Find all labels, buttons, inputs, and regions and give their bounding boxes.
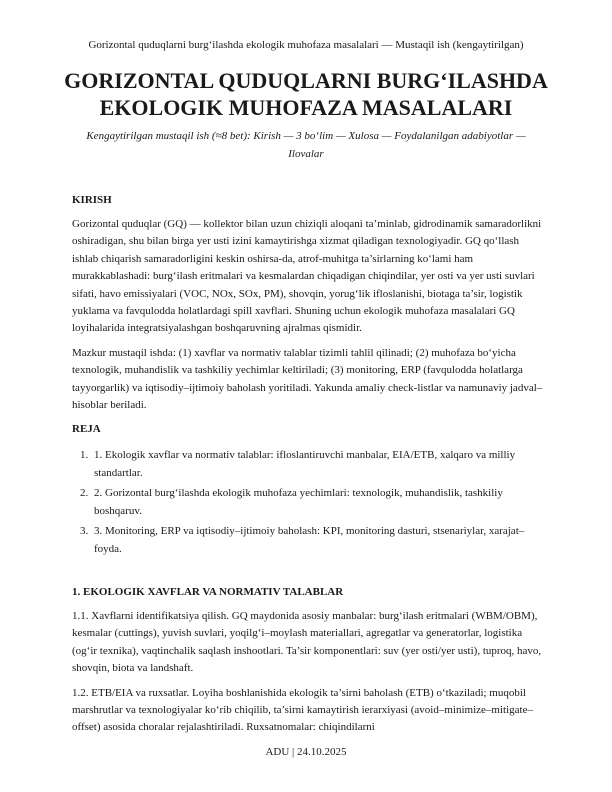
running-header: Gorizontal quduqlarni burg‘ilashda ekologik muhofaza masalalari — Mustaqil ish (kengaytirilgan)	[88, 39, 524, 51]
intro-heading: KIRISH	[72, 194, 112, 206]
plan-list	[72, 447, 544, 557]
document-title: GORIZONTAL QUDUQLARNI BURG‘ILASHDA EKOLOGIK MUHOFAZA MASALALARI	[64, 68, 548, 120]
plan-item: 1. 1. Ekologik xavflar va normativ talablar: ifloslantiruvchi manbalar, EIA/ETB, xalqaro va milliy standartlar.	[91, 447, 544, 482]
intro-paragraph-2: Mazkur mustaqil ishda: (1) xavflar va normativ talablar tizimli tahlil qilinadi; (2) muhofaza bo‘yicha texnologik, muhandislik va tashkiliy yechimlar keltiriladi; (3) monitoring, ERP (favqulodda holatlarga tayyorgarlik) va iqtisodiy–ijtimoiy baholash yoritiladi. Yakunda amaliy check-listlar va namunaviy jadval–hisoblar beriladi.	[72, 346, 543, 412]
page-footer: ADU | 24.10.2025	[265, 746, 347, 758]
section-1-paragraph-1: 1.1. Xavflarni identifikatsiya qilish. GQ maydonida asosiy manbalar: burg‘ilash eritmalari (WBM/OBM), kesmalar (cuttings), yuvish suvlari, yoqilg‘i–moylash materiallari, agregatlar va generatorlar, logistika (og‘ir texnika), vaqtinchalik saqlash inshootlari. Ta’sir komponentlari: suv (yer osti/yer usti), tuproq, havo, shovqin, biota va landshaft.	[72, 609, 542, 675]
document-body	[72, 193, 544, 744]
document-subtitle: Kengaytirilgan mustaqil ish (≈8 bet): Kirish — 3 bo‘lim — Xulosa — Foydalanilgan adabiyotlar — Ilovalar	[86, 130, 526, 160]
plan-item: 3. 3. Monitoring, ERP va iqtisodiy–ijtimoiy baholash: KPI, monitoring dasturi, stsenariylar, xarajat–foyda.	[91, 523, 544, 558]
intro-paragraph-1: Gorizontal quduqlar (GQ) — kollektor bilan uzun chiziqli aloqani ta’minlab, gidrodinamik samaradorlikni oshiradigan, shu bilan birga yer usti izini kamaytirishga xizmat qiladigan texnologiyadir. GQ qo‘llash ishlab chiqarish samaradorligini keskin oshirsa-da, atrof-muhitga ta’sirlarning ko‘lami ham murakkablashadi: burg‘ilash eritmalari va kesmalardan chiqadigan chiqindilar, yer osti va yer usti suvlari sifati, havo emissiyalari (VOC, NOx, SOx, PM), shovqin, yorug‘lik ifloslanishi, biotaga ta’sir, logistik yuklama va favqulodda holatlardagi spill xavflari. Shuning uchun ekologik muhofaza masalalari GQ loyihalarida integratsiyalashgan boshqaruvning ajralmas qismidir.	[72, 218, 542, 335]
plan-heading: REJA	[72, 423, 101, 436]
plan-item: 2. 2. Gorizontal burg‘ilashda ekologik muhofaza yechimlari: texnologik, muhandislik, tashkiliy boshqaruv.	[91, 485, 544, 520]
section-1-heading: 1. EKOLOGIK XAVFLAR VA NORMATIV TALABLAR	[72, 585, 344, 598]
section-1-paragraph-2: 1.2. ETB/EIA va ruxsatlar. Loyiha boshlanishida ekologik ta’sirni baholash (ETB) o‘tkaziladi; muqobil marshrutlar va texnologiyalar ko‘rib chiqilib, ta’sirni kamaytirish ierarxiyasi (avoid–minimize–mitigate–offset) asosida choralar rejalashtiriladi. Ruxsatnomalar: chiqindilarni	[72, 686, 533, 734]
